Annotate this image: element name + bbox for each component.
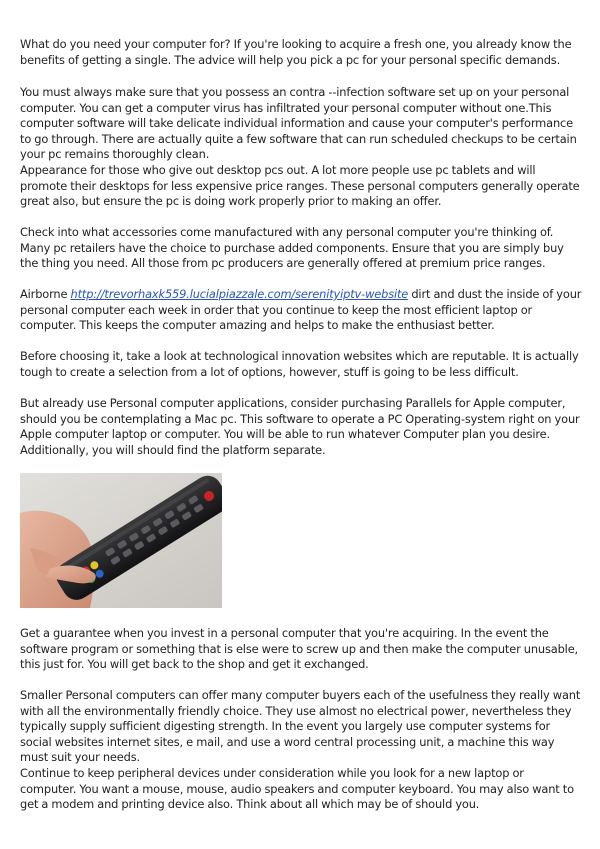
paragraph-guarantee: Get a guarantee when you invest in a personal computer that you're acquiring. In the event the software program or something that is else were to screw up and then make the computer unusable, this just for. You will get back to the shop and get it exchanged. — [20, 626, 579, 671]
paragraph-peripherals: Continue to keep peripheral devices under consideration while you look for a new laptop or computer. You want a mouse, mouse, audio speakers and computer keyboard. You may also want to get a modem and printing device also. Think about all which may be of should you. — [20, 766, 574, 811]
article-link[interactable]: http://trevorhaxk559.lucialpiazzale.com/serenityiptv-website — [70, 287, 409, 301]
paragraph-antivirus: You must always make sure that you possess an contra --infection software set up on your personal computer. You can get a computer virus has infiltrated your personal computer without one.This computer software will take delicate individual information and cause your computer's performance to go through. There are actually quite a few software that can run scheduled checkups to be certain your pc remains thoroughly clean. — [20, 85, 577, 161]
paragraph-accessories: Check into what accessories come manufactured with any personal computer you're thinking of. Many pc retailers have the choice to purchase added components. Ensure that you are simply buy the thing you need. All those from pc producers are generally offered at premium price ranges. — [20, 225, 564, 270]
dust-text-before: Airborne — [20, 287, 71, 301]
paragraph-intro: What do you need your computer for? If you're looking to acquire a fresh one, you already know the benefits of getting a single. The advice will help you pick a pc for your personal specific demands. — [20, 37, 572, 67]
paragraph-tech-websites: Before choosing it, take a look at technological innovation websites which are reputable. It is actually tough to create a selection from a lot of options, however, stuff is going to be less difficult. — [20, 349, 579, 379]
remote-control-illustration — [20, 473, 222, 608]
paragraph-smaller-computers: Smaller Personal computers can offer many computer buyers each of the usefulness they really want with all the environmentally friendly choice. They use almost no electrical power, nevertheless they typically supply sufficient digesting strength. In the event you largely use computer systems for social websites internet sites, e mail, and use a word central processing unit, a machine this way must suit your needs. — [20, 688, 581, 764]
dust-text-after: dirt and dust the inside of your personal computer each week in order that you continue to keep the most efficient laptop or computer. This keeps the computer amazing and helps to make the enthusiast better. — [20, 287, 582, 332]
paragraph-used-desktops: Appearance for those who give out desktop pcs out. A lot more people use pc tablets and will promote their desktops for less expensive price ranges. These personal computers generally operate great also, but ensure the pc is doing work properly prior to making an offer. — [20, 163, 580, 208]
paragraph-dust — [20, 287, 582, 334]
remote-control-photo — [20, 473, 222, 608]
paragraph-parallels: But already use Personal computer applications, consider purchasing Parallels for Apple computer, should you be contemplating a Mac pc. This software to operate a PC Operating-system right on your Apple computer laptop or computer. You will be able to run whatever Computer plan you desire. Additionally, you will should find the platform separate. — [20, 396, 580, 457]
